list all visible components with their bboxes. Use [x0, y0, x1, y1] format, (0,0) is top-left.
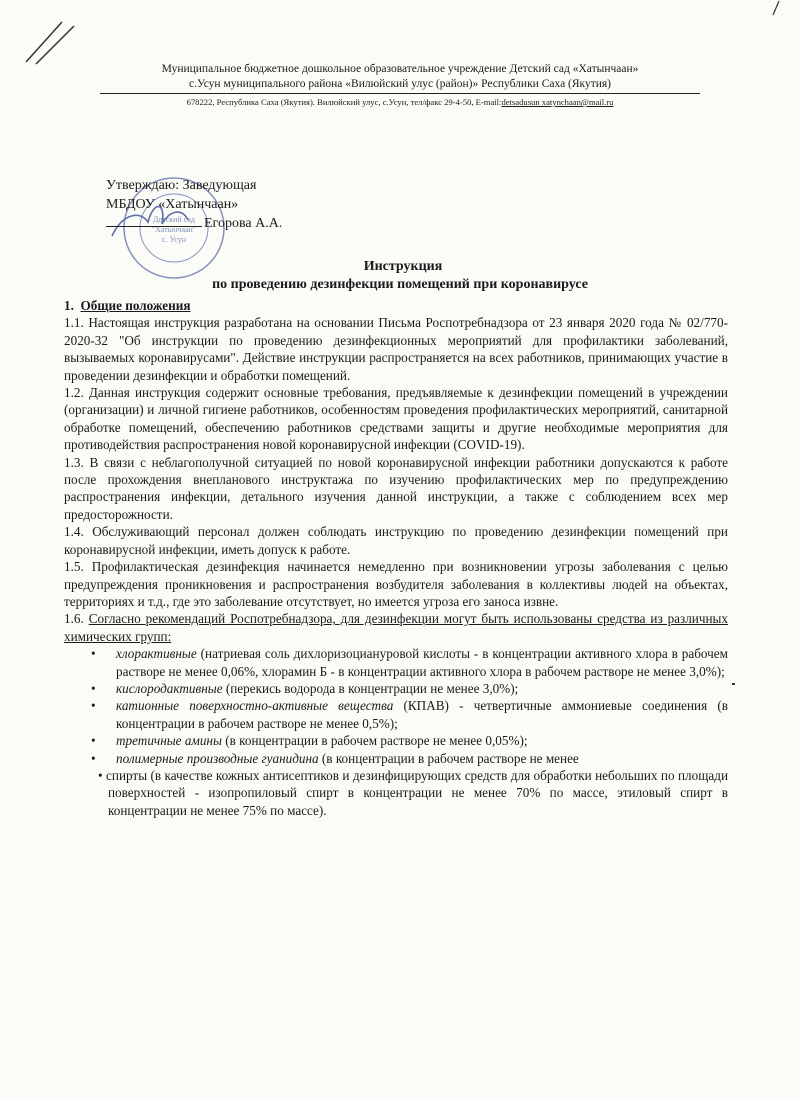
- list-item-term: третичные амины: [116, 733, 222, 749]
- list-item: [64, 767, 728, 819]
- section-title: Общие положения: [80, 298, 191, 313]
- list-item-bullet: •: [98, 767, 103, 783]
- scan-mark-icon: [22, 18, 82, 68]
- approval-title: Утверждаю: Заведующая: [106, 178, 257, 193]
- list-item: [64, 645, 728, 680]
- scan-slash-icon: [770, 0, 782, 16]
- paragraph-1-4: 1.4. Обслуживающий персонал должен соблюдать инструкцию по проведению дезинфекции помещений при коронавирусной инфекции, иметь допуск к работе.: [64, 524, 728, 557]
- list-item-text: (перекись водорода в концентрации не менее 3,0%);: [222, 680, 519, 696]
- list-item: [64, 732, 728, 749]
- list-item-text: (в концентрации в рабочем растворе не менее: [318, 750, 579, 766]
- document-body: [64, 297, 728, 819]
- signature-blank: [106, 226, 202, 227]
- list-item-term: полимерные производные гуанидина: [116, 750, 319, 766]
- section-heading: [64, 297, 728, 314]
- list-item-text: (КПАВ) - четвертичные аммониевые соединения (в концентрации в рабочем растворе не менее 0,5%);: [116, 698, 728, 731]
- stamp-center-line3: с. Усун: [162, 235, 186, 244]
- letterhead: [100, 62, 700, 110]
- list-item: [64, 680, 728, 697]
- list-item: [64, 697, 728, 732]
- approver-name: Егорова А.А.: [204, 216, 283, 231]
- approval-block: [106, 176, 282, 233]
- document-title: Инструкция: [363, 259, 443, 274]
- org-name-line2: с.Усун муниципального района «Вилюйский улус (район)» Республики Саха (Якутия): [188, 78, 612, 90]
- approval-signature-line: [106, 214, 282, 233]
- document-title-block: [0, 258, 800, 294]
- section-number: 1.: [64, 298, 74, 313]
- list-item-text: (в концентрации в рабочем растворе не менее 0,05%);: [221, 733, 528, 749]
- document-subtitle: по проведению дезинфекции помещений при коронавирусе: [212, 277, 588, 292]
- approval-org: МБДОУ «Хатынчаан»: [106, 197, 239, 212]
- stamp-center-line1: Детский сад: [153, 215, 195, 224]
- list-item-term: катионные поверхностно-активные вещества: [116, 698, 394, 714]
- stamp-center-line2: "Хатынчаан": [151, 225, 197, 234]
- list-item-text: (в качестве кожных антисептиков и дезинфицирующих средств для обработки небольших по площади поверхностей - изопропиловый спирт в концентрации не менее 70% по массе, этиловый спирт в концентрации не менее 75% по массе).: [108, 767, 729, 818]
- paragraph-1-6-text: Согласно рекомендаций Роспотребнадзора, для дезинфекции могут быть использованы средства из различных химических групп:: [64, 611, 729, 644]
- paragraph-1-2: 1.2. Данная инструкция содержит основные требования, предъявляемые к дезинфекции помещений в учреждении (организации) и личной гигиене работников, особенностям проведения профилактических мероприятий, санитарной обработке помещений, обеспечению работников средствами защиты и другие необходимые мероприятия для противодействия распространения новой коронавирусной инфекции (COVID-19).: [64, 385, 728, 453]
- list-item-term: хлорактивные: [116, 646, 197, 662]
- email-link[interactable]: detsadusun xatynchaan@mail.ru: [501, 97, 614, 107]
- paragraph-1-3: 1.3. В связи с неблагополучной ситуацией по новой коронавирусной инфекции работники допускаются к работе после прохождения внепланового инструктажа по изучению профилактических мер по предупреждению распространения инфекции, детального изучения данной инструкции, а также с соблюдением всех мер предосторожности.: [64, 454, 728, 522]
- paragraph-1-1: 1.1. Настоящая инструкция разработана на основании Письма Роспотребнадзора от 23 января 2020 года № 02/770-2020-32 "Об инструкции по проведению дезинфекционных мероприятий для профилактики заболеваний, вызываемых коронавирусами". Действие инструкции распространяется на всех работников, принимающих участие в проведении дезинфекции и обработки помещений.: [64, 315, 728, 383]
- paragraph-1-6: [64, 610, 728, 645]
- list-item: [64, 750, 728, 767]
- paragraph-1-5: 1.5. Профилактическая дезинфекция начинается немедленно при возникновении угрозы заболевания с целью предупреждения проникновения и распространения возбудителя заболевания в коллективы людей на объектах, территориях и т.д., где это заболевание отсутствует, но имеется угроза его заноса извне.: [64, 559, 728, 609]
- contacts-text: 678222, Республика Саха (Якутия). Вилюйский улус, с.Усун, тел/факс 29-4-50, E-mail:: [186, 97, 502, 107]
- list-item-term: спирты: [106, 767, 148, 783]
- org-contacts: [100, 93, 700, 110]
- list-item-term: кислородактивные: [116, 680, 223, 696]
- disinfectant-list: [64, 645, 728, 819]
- paragraph-1-6-number: 1.6.: [64, 611, 89, 627]
- scan-speck: [732, 683, 735, 685]
- org-name-line1: Муниципальное бюджетное дошкольное образовательное учреждение Детский сад «Хатынчаан»: [161, 63, 639, 75]
- list-item-text: (натриевая соль дихлоризоциануровой кислоты - в концентрации активного хлора в рабочем растворе не менее 0,06%, хлорамин Б - в концентрации активного хлора в рабочем растворе не менее 3,0%);: [116, 646, 728, 679]
